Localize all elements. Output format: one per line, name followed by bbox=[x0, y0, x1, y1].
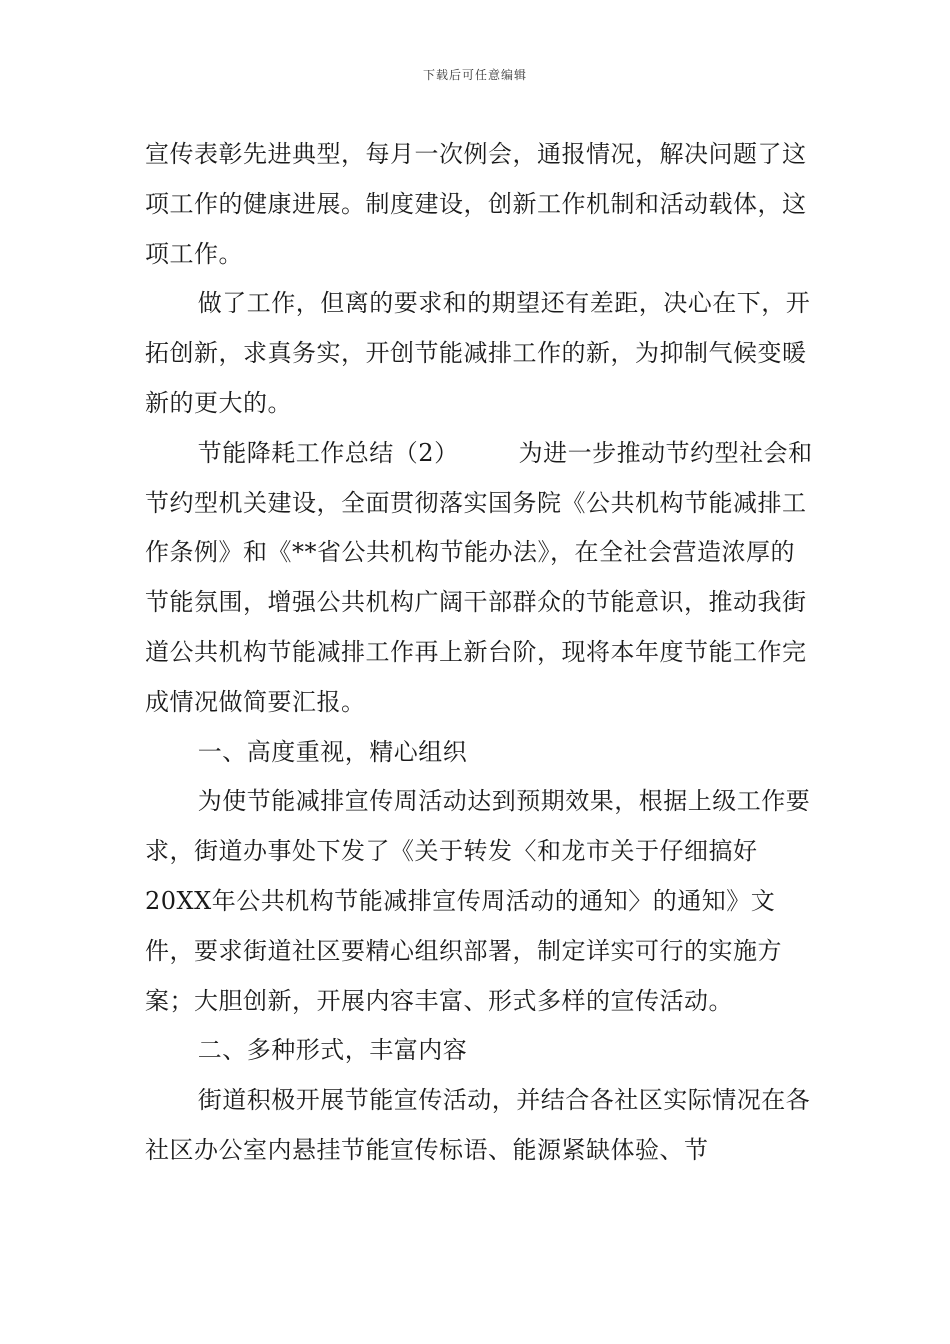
page-header: 下载后可任意编辑 bbox=[422, 68, 527, 82]
section-title: 节能降耗工作总结（2） bbox=[197, 438, 459, 467]
paragraph-4: 为使节能减排宣传周活动达到预期效果，根据上级工作要求，街道办事处下发了《关于转发〈和龙市关于仔细搞好20XX年公共机构节能减排宣传周活动的通知〉的通知》文件，要求街道社区要精心组织部署，制定详实可行的实施方案；大胆创新，开展内容丰富、形式多样的宣传活动。 bbox=[145, 787, 811, 1015]
heading-1: 一、高度重视，精心组织 bbox=[197, 737, 468, 766]
paragraph-5: 街道积极开展节能宣传活动，并结合各社区实际情况在各社区办公室内悬挂节能宣传标语、能源紧缺体验、节 bbox=[145, 1086, 811, 1164]
paragraph-3-text: 为进一步推动节约型社会和节约型机关建设，全面贯彻落实国务院《公共机构节能减排工作条例》和《**省公共机构节能办法》，在全社会营造浓厚的节能氛围，增强公共机构广阔干部群众的节能意识，推动我街道公共机构节能减排工作再上新台阶，现将本年度节能工作完成情况做简要汇报。 bbox=[145, 438, 813, 716]
document-body bbox=[145, 130, 815, 1176]
heading-2: 二、多种形式，丰富内容 bbox=[197, 1036, 468, 1065]
paragraph-1: 宣传表彰先进典型，每月一次例会，通报情况，解决问题了这项工作的健康进展。制度建设，创新工作机制和活动载体，这项工作。 bbox=[145, 140, 807, 268]
paragraph-3 bbox=[145, 429, 815, 728]
paragraph-2: 做了工作，但离的要求和的期望还有差距，决心在下，开拓创新，求真务实，开创节能减排工作的新，为抑制气候变暖新的更大的。 bbox=[145, 289, 811, 417]
